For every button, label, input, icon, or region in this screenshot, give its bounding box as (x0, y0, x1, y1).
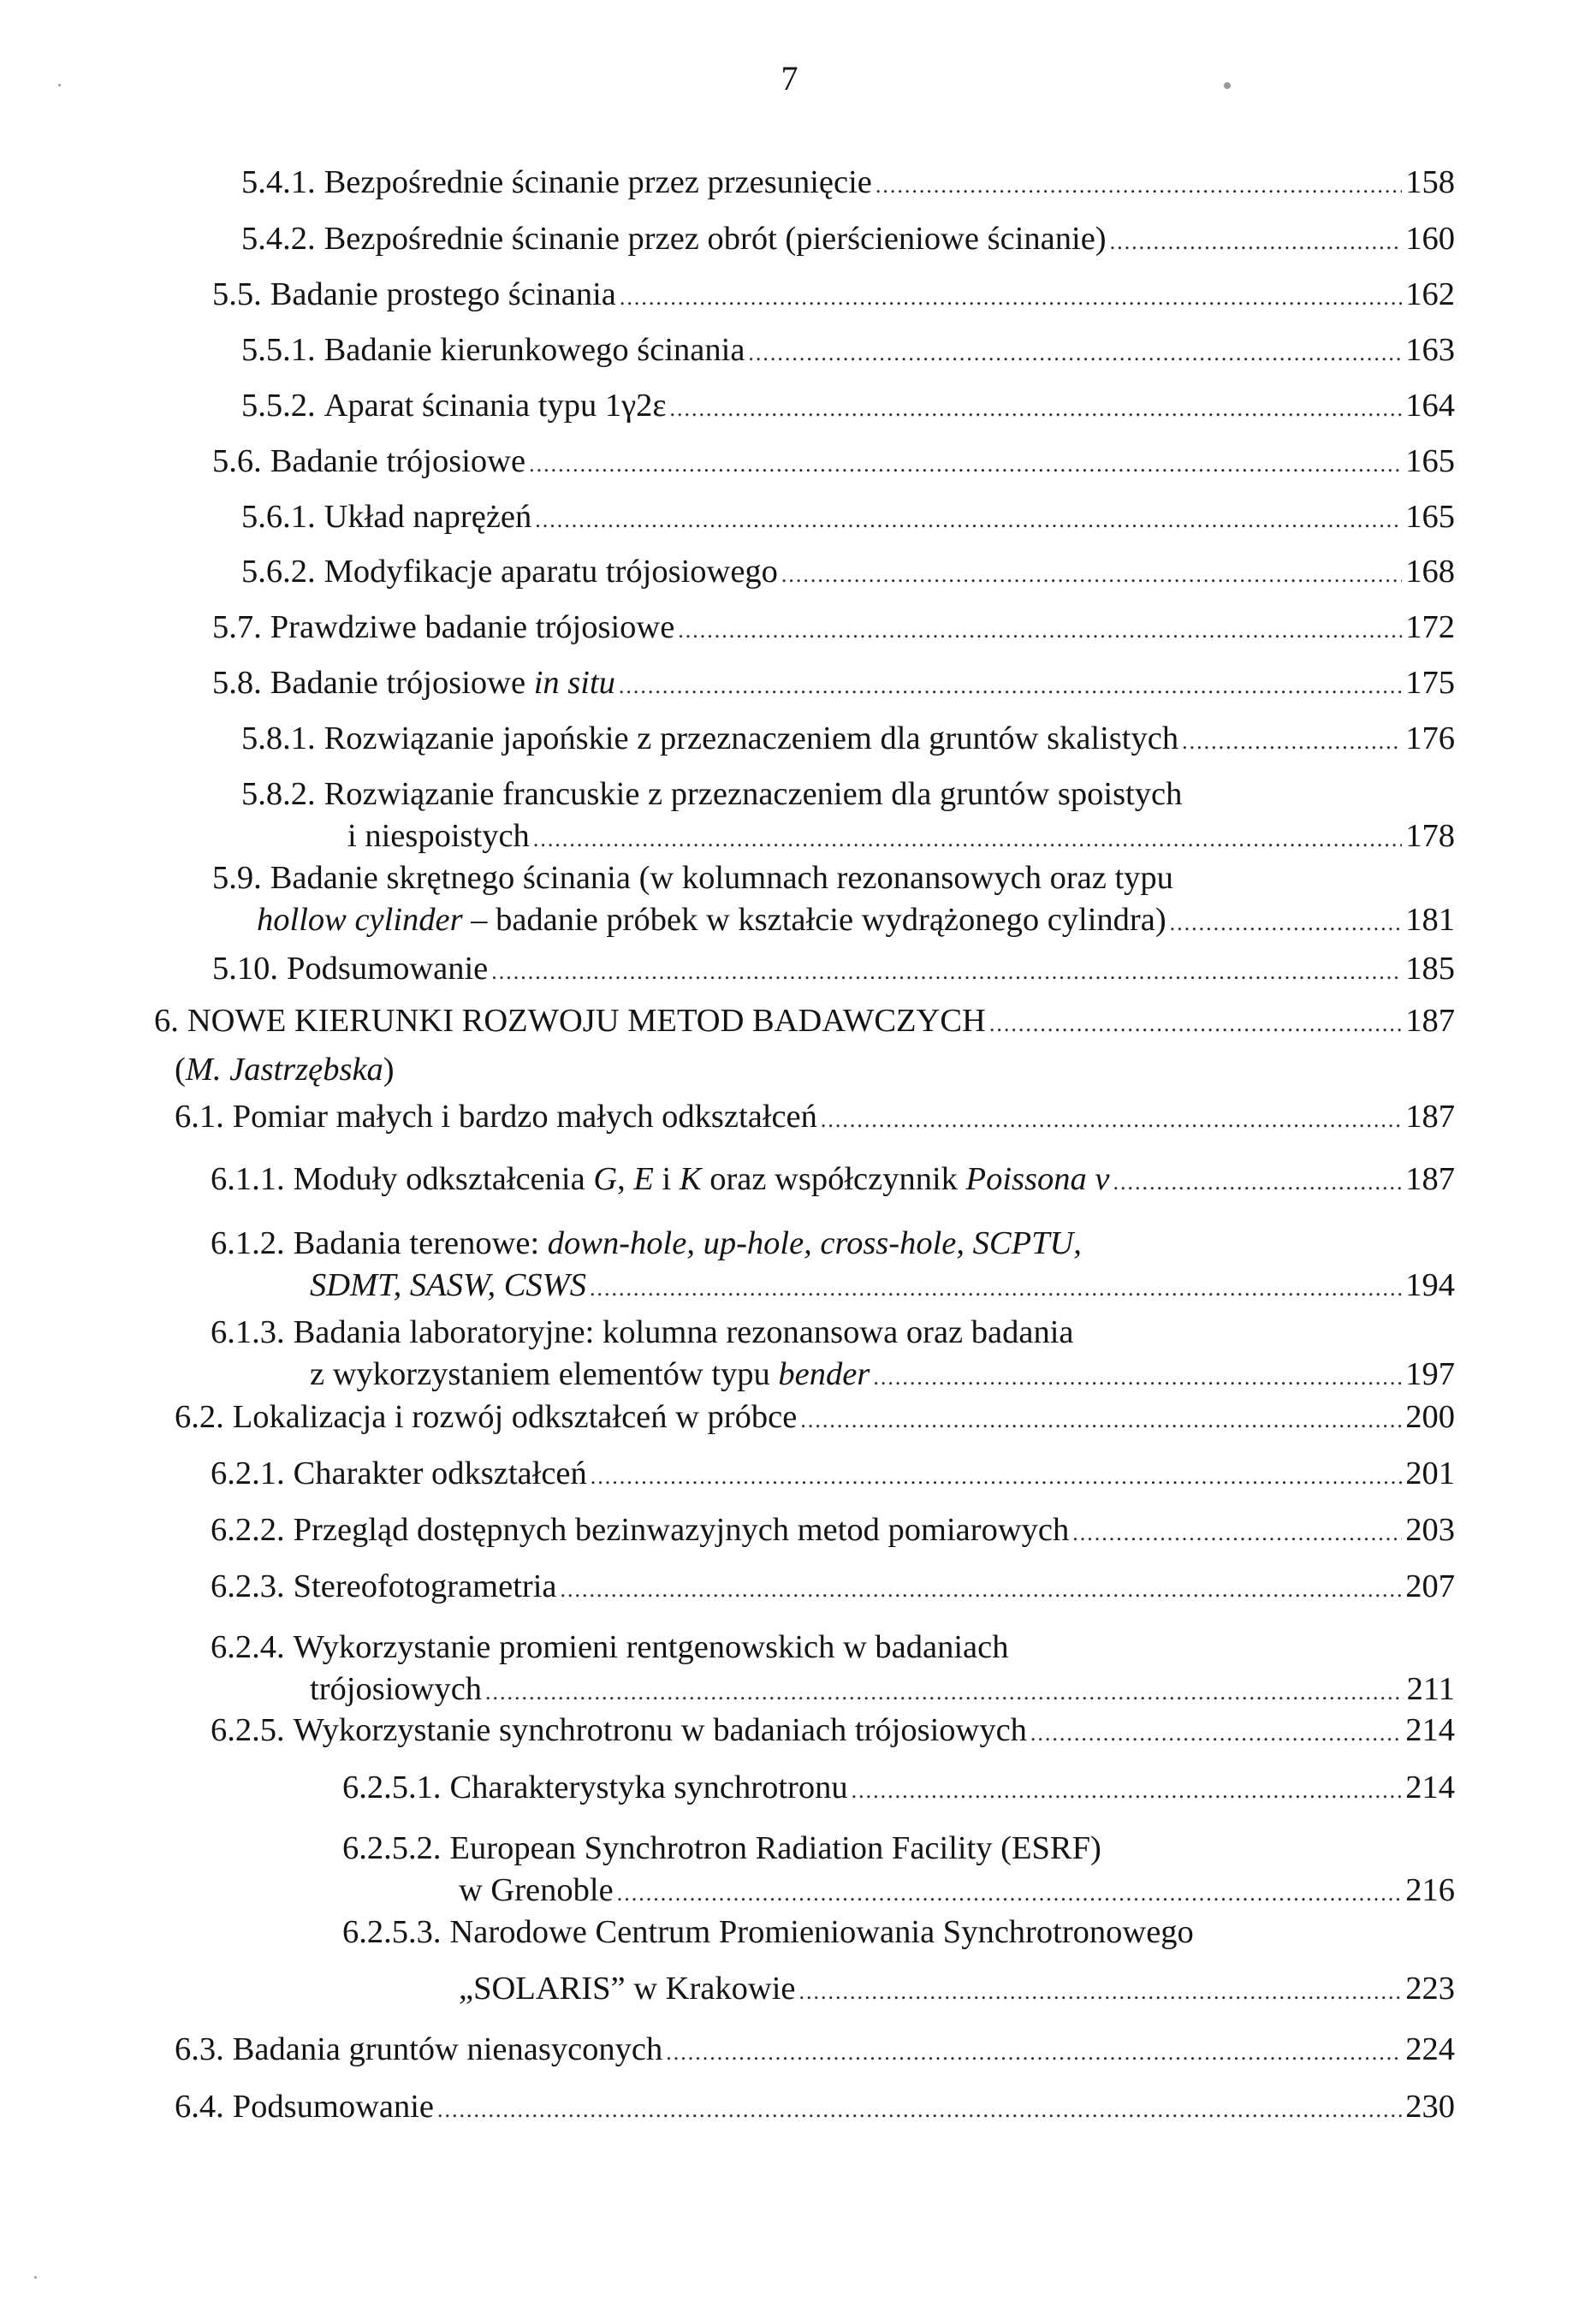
toc-entry-5-10[interactable] (212, 950, 1455, 989)
entry-title: Rozwiązanie francuskie z przeznaczeniem dla gruntów spoistych (324, 776, 1183, 812)
entry-title-line2: trójosiowych (310, 1671, 483, 1707)
dot-leader (529, 452, 1402, 477)
toc-entry-5-6-2[interactable] (241, 553, 1455, 592)
toc-entry-6-2-5-2[interactable] (342, 1829, 1455, 1869)
author-name: M. Jastrzębska (185, 1052, 383, 1088)
dot-leader (989, 1011, 1402, 1037)
entry-title: Badania terenowe: (293, 1225, 548, 1261)
entry-page: 224 (1405, 2031, 1455, 2067)
toc-entry-5-6-1[interactable] (241, 498, 1455, 537)
toc-entry-5-5-1[interactable] (241, 331, 1455, 371)
toc-entry-5-4-1[interactable] (241, 163, 1455, 203)
entry-number: 6.1. (175, 1099, 224, 1135)
entry-number: 6.1.2. (211, 1225, 285, 1261)
entry-title: Bezpośrednie ścinanie przez przesunięcie (324, 164, 872, 200)
entry-number: 5.5. (212, 276, 262, 312)
poisson-ratio: Poissona v (965, 1161, 1110, 1197)
dot-leader (485, 1680, 1404, 1705)
entry-page: 187 (1405, 1003, 1455, 1039)
entry-number: 6.2.1. (211, 1455, 285, 1491)
toc-entry-6-2-5-2-continuation[interactable] (459, 1871, 1455, 1911)
entry-page: 200 (1405, 1399, 1455, 1435)
dot-leader (561, 1577, 1403, 1603)
entry-page: 168 (1405, 554, 1455, 590)
entry-title-part: , (617, 1161, 634, 1197)
entry-number: 6.2.2. (211, 1512, 285, 1548)
entry-page: 201 (1405, 1455, 1455, 1491)
dot-leader (1110, 229, 1403, 255)
entry-number: 5.6.1. (241, 499, 316, 535)
entry-title-italic: in situ (533, 665, 615, 701)
toc-entry-5-4-2[interactable] (241, 220, 1455, 259)
entry-page: 163 (1405, 332, 1455, 368)
entry-page: 175 (1405, 665, 1455, 701)
entry-title: Narodowe Centrum Promieniowania Synchrotronowego (449, 1914, 1194, 1950)
dot-leader (748, 341, 1402, 366)
entry-title: Moduły odkształcenia (293, 1161, 594, 1197)
entry-title-part: oraz współczynnik (701, 1161, 966, 1197)
entry-page: 185 (1405, 951, 1455, 987)
entry-title: Wykorzystanie promieni rentgenowskich w badaniach (293, 1629, 1009, 1665)
dot-leader (666, 2040, 1402, 2066)
symbol-e: E (633, 1161, 654, 1197)
dot-leader (678, 618, 1402, 643)
dot-leader (1113, 1170, 1402, 1195)
toc-entry-5-5-2[interactable] (241, 387, 1455, 426)
entry-title: Badanie skrętnego ścinania (w kolumnach rezonansowych oraz typu (270, 860, 1173, 896)
toc-entry-5-8-2[interactable] (241, 775, 1455, 815)
toc-entry-6-1-3-continuation[interactable] (310, 1355, 1455, 1395)
toc-entry-5-9[interactable] (212, 859, 1455, 898)
entry-title: Stereofotogrametria (293, 1568, 557, 1604)
dot-leader (491, 959, 1402, 985)
toc-entry-6-3[interactable] (175, 2031, 1455, 2070)
chapter-title: NOWE KIERUNKI ROZWOJU METOD BADAWCZYCH (187, 1003, 986, 1039)
toc-entry-6-2-3[interactable] (211, 1568, 1455, 1607)
entry-number: 5.7. (212, 609, 262, 645)
toc-entry-6[interactable] (154, 1002, 1455, 1041)
dot-leader (617, 1881, 1403, 1906)
entry-page: 165 (1405, 499, 1455, 535)
dot-leader (535, 507, 1402, 533)
toc-entry-5-6[interactable] (212, 442, 1455, 482)
entry-page: 197 (1405, 1356, 1455, 1392)
dot-leader (1030, 1721, 1402, 1746)
entry-number: 6.2.5.2. (342, 1830, 442, 1866)
dot-leader (1170, 910, 1403, 936)
entry-number: 5.8.1. (241, 720, 316, 756)
entry-title: Rozwiązanie japońskie z przeznaczeniem dla gruntów skalistych (324, 720, 1179, 756)
dot-leader (437, 2097, 1402, 2123)
dot-leader (619, 673, 1402, 699)
entry-title: Aparat ścinania typu 1γ2ε (324, 388, 667, 424)
toc-entry-5-5[interactable] (212, 276, 1455, 315)
entry-page: 203 (1405, 1512, 1455, 1548)
entry-title: Badanie kierunkowego ścinania (324, 332, 745, 368)
entry-page: 172 (1405, 609, 1455, 645)
author-close-paren: ) (383, 1052, 395, 1088)
scan-speck (34, 2276, 37, 2279)
entry-number: 6.2.5. (211, 1712, 285, 1748)
entry-number: 6.2.3. (211, 1568, 285, 1604)
dot-leader (873, 1365, 1402, 1390)
entry-title-line2-italic: SDMT, SASW, CSWS (310, 1267, 586, 1303)
dot-leader (852, 1778, 1403, 1804)
toc-entry-6-2-5[interactable] (211, 1711, 1455, 1751)
entry-page: 187 (1405, 1099, 1455, 1135)
toc-entry-6-1[interactable] (175, 1098, 1455, 1137)
dot-leader (1072, 1521, 1402, 1546)
entry-title-line2: – badanie próbek w kształcie wydrążonego cylindra) (462, 902, 1166, 938)
entry-title-part: i (653, 1161, 680, 1197)
dot-leader (591, 1464, 1402, 1490)
entry-title: Przegląd dostępnych bezinwazyjnych metod pomiarowych (293, 1512, 1070, 1548)
entry-number: 5.8. (212, 665, 262, 701)
entry-title: Lokalizacja i rozwój odkształceń w próbce (232, 1399, 798, 1435)
dot-leader (670, 396, 1403, 422)
entry-page: 187 (1405, 1161, 1455, 1197)
toc-entry-6-2-4-continuation[interactable] (310, 1670, 1455, 1710)
author-open-paren: ( (175, 1052, 186, 1088)
entry-title-italic: bender (778, 1356, 870, 1392)
toc-entry-6-1-2[interactable] (211, 1224, 1455, 1264)
entry-title: Prawdziwe badanie trójosiowe (270, 609, 675, 645)
toc-entry-5-8[interactable] (212, 664, 1455, 703)
toc-entry-5-9-continuation[interactable] (257, 901, 1455, 940)
entry-page: 165 (1405, 443, 1455, 479)
dot-leader (1182, 729, 1402, 755)
entry-title: Pomiar małych i bardzo małych odkształceń (232, 1099, 817, 1135)
entry-number: 5.4.1. (241, 164, 316, 200)
entry-page: 207 (1405, 1568, 1455, 1604)
entry-number: 6. (154, 1003, 179, 1039)
entry-title: Badanie prostego ścinania (270, 276, 616, 312)
entry-number: 5.10. (212, 951, 278, 987)
entry-number: 6.2. (175, 1399, 224, 1435)
entry-title: Badania gruntów nienasyconych (232, 2031, 663, 2067)
toc-entry-6-2-1[interactable] (211, 1455, 1455, 1494)
toc-entry-6-2-5-1[interactable] (342, 1769, 1455, 1808)
dot-leader (798, 1979, 1402, 2005)
scan-speck (1224, 82, 1231, 89)
dot-leader (533, 827, 1402, 852)
dot-leader (590, 1276, 1402, 1301)
entry-number: 5.4.2. (241, 221, 316, 257)
entry-title: Układ naprężeń (324, 499, 532, 535)
entry-title-line2: i niespoistych (347, 818, 530, 854)
entry-title: Podsumowanie (287, 951, 489, 987)
entry-title: Badania laboratoryjne: kolumna rezonansowa oraz badania (293, 1314, 1074, 1350)
page-number: 7 (781, 59, 798, 98)
entry-page: 158 (1405, 164, 1455, 200)
entry-page: 216 (1405, 1872, 1455, 1908)
symbol-g: G (593, 1161, 618, 1197)
dot-leader (821, 1107, 1402, 1133)
entry-number: 6.2.5.3. (342, 1914, 442, 1950)
toc-entry-6-2-4[interactable] (211, 1628, 1455, 1668)
entry-page: 223 (1405, 1971, 1455, 2007)
entry-title: Charakterystyka synchrotronu (449, 1770, 848, 1805)
entry-number: 5.6. (212, 443, 262, 479)
entry-number: 5.9. (212, 860, 262, 896)
dot-leader (620, 285, 1402, 311)
entry-title: Bezpośrednie ścinanie przez obrót (pierścieniowe ścinanie) (324, 221, 1107, 257)
entry-title: Wykorzystanie synchrotronu w badaniach trójosiowych (293, 1712, 1027, 1748)
toc-entry-6-1-2-continuation[interactable] (310, 1266, 1455, 1306)
entry-number: 6.1.3. (211, 1314, 285, 1350)
toc-entry-6-4[interactable] (175, 2088, 1455, 2127)
entry-page: 214 (1405, 1770, 1455, 1805)
toc-entry-6-1-3[interactable] (211, 1313, 1455, 1353)
dot-leader (800, 1408, 1402, 1433)
entry-number: 6.2.4. (211, 1629, 285, 1665)
toc-entry-6-1-1[interactable] (211, 1160, 1455, 1200)
entry-page: 164 (1405, 388, 1455, 424)
entry-number: 6.4. (175, 2089, 224, 2125)
scan-speck (58, 84, 61, 86)
entry-number: 5.8.2. (241, 776, 316, 812)
entry-number: 5.6.2. (241, 554, 316, 590)
entry-title: Badanie trójosiowe (270, 665, 534, 701)
entry-page: 211 (1406, 1671, 1455, 1707)
entry-title: Charakter odkształceń (293, 1455, 587, 1491)
dot-leader (876, 173, 1402, 199)
entry-title-italic: down-hole, up-hole, cross-hole, SCPTU, (547, 1225, 1082, 1261)
symbol-k: K (679, 1161, 702, 1197)
toc-entry-5-8-2-continuation[interactable] (347, 817, 1455, 857)
entry-number: 5.5.2. (241, 388, 316, 424)
entry-page: 176 (1405, 720, 1455, 756)
toc-entry-6-2-2[interactable] (211, 1511, 1455, 1550)
dot-leader (781, 562, 1402, 588)
entry-page: 162 (1405, 276, 1455, 312)
entry-title: European Synchrotron Radiation Facility (ESRF) (449, 1830, 1101, 1866)
entry-title-italic: hollow cylinder (257, 902, 463, 938)
entry-page: 230 (1405, 2089, 1455, 2125)
toc-entry-6-2[interactable] (175, 1398, 1455, 1438)
toc-entry-6-2-5-3[interactable] (342, 1913, 1455, 1953)
entry-title-line2: w Grenoble (459, 1872, 614, 1908)
entry-title: Modyfikacje aparatu trójosiowego (324, 554, 778, 590)
toc-entry-5-7[interactable] (212, 608, 1455, 648)
entry-number: 6.3. (175, 2031, 224, 2067)
entry-number: 6.2.5.1. (342, 1770, 442, 1805)
entry-title-line2: z wykorzystaniem elementów typu (310, 1356, 779, 1392)
entry-page: 181 (1405, 902, 1455, 938)
entry-page: 214 (1405, 1712, 1455, 1748)
entry-page: 194 (1405, 1267, 1455, 1303)
toc-entry-6-2-5-3-continuation[interactable] (459, 1970, 1455, 2009)
entry-title: Badanie trójosiowe (270, 443, 526, 479)
entry-number: 5.5.1. (241, 332, 316, 368)
toc-entry-5-8-1[interactable] (241, 720, 1455, 759)
entry-number: 6.1.1. (211, 1161, 285, 1197)
entry-page: 160 (1405, 221, 1455, 257)
entry-page: 178 (1405, 818, 1455, 854)
chapter-author (175, 1051, 859, 1090)
entry-title: Podsumowanie (232, 2089, 435, 2125)
entry-title-line2: „SOLARIS” w Krakowie (459, 1971, 796, 2007)
